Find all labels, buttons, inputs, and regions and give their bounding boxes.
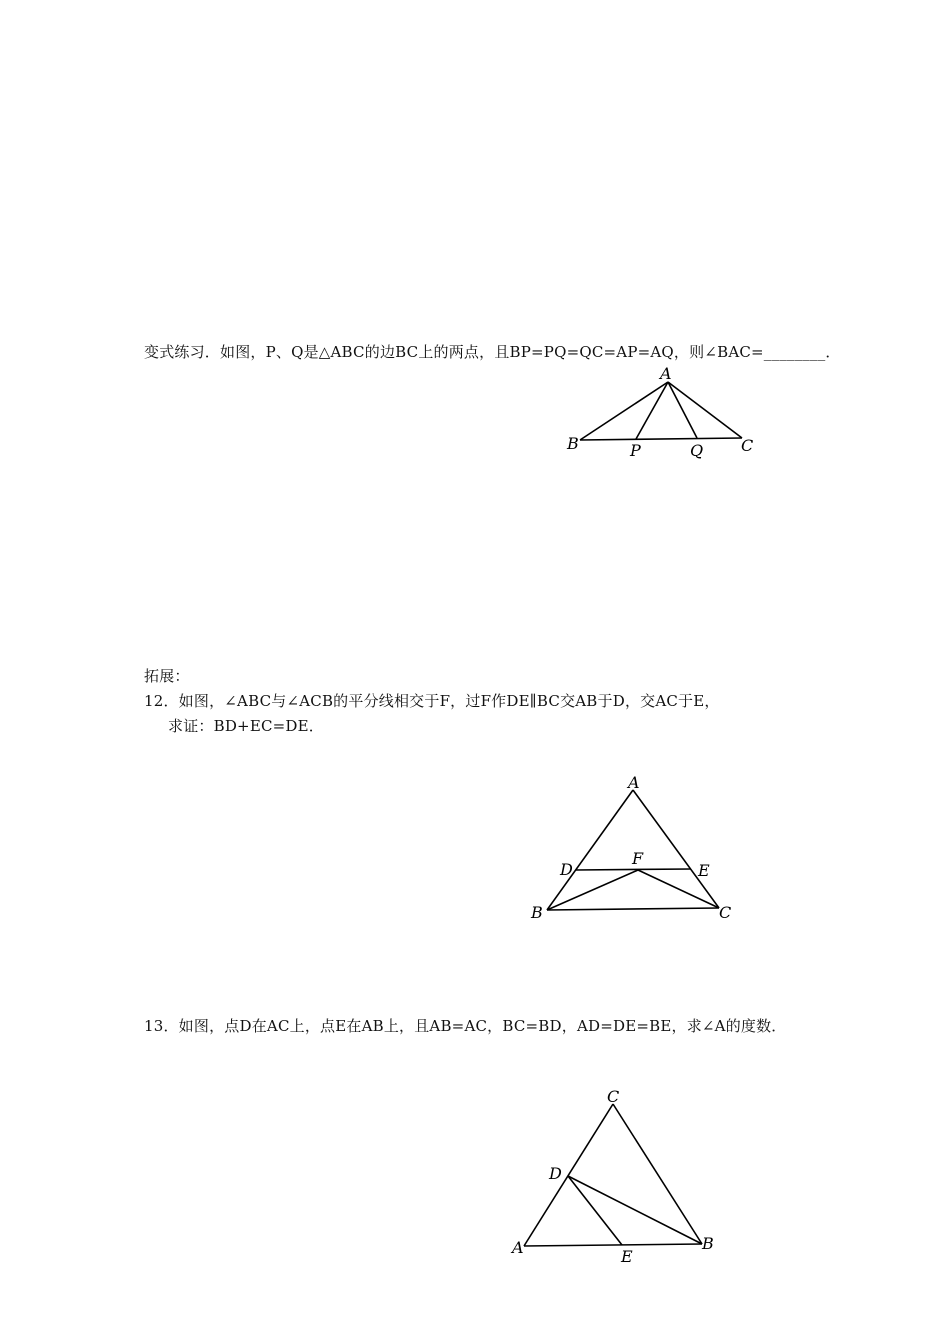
label-b: B: [567, 434, 579, 453]
label-b: B: [702, 1234, 714, 1253]
segment-ab: [580, 382, 668, 440]
segment-ac: [668, 382, 742, 438]
variant-exercise-text: 变式练习．如图，P、Q是△ABC的边BC上的两点，且BP=PQ=QC=AP=AQ，则∠BAC=________．: [144, 343, 841, 361]
label-q: Q: [690, 441, 704, 460]
extension-heading: 拓展：: [144, 667, 190, 685]
label-p: P: [630, 441, 641, 460]
label-d: D: [560, 860, 573, 879]
label-b: B: [531, 903, 543, 922]
segment-aq: [668, 382, 697, 438]
segment-ac: [524, 1104, 613, 1246]
label-c: C: [741, 436, 754, 455]
label-e: E: [698, 861, 710, 880]
problem-12-prove: 求证：BD+EC=DE．: [168, 717, 324, 735]
segment-ab: [524, 1244, 702, 1246]
segment-ac: [633, 790, 719, 908]
segment-bc: [613, 1104, 702, 1244]
label-d: D: [549, 1164, 562, 1183]
segment-ab: [547, 790, 633, 910]
problem-12-text: 12．如图，∠ABC与∠ACB的平分线相交于F，过F作DE∥BC交AB于D，交AC于E，: [144, 692, 720, 710]
label-c: C: [719, 903, 732, 922]
segment-bc: [547, 908, 719, 910]
segment-ap: [636, 382, 668, 439]
triangle-abc-de-figure: [500, 1080, 730, 1270]
segment-bc: [580, 438, 742, 440]
label-a: A: [660, 364, 672, 383]
label-f: F: [632, 849, 644, 868]
segment-de: [576, 869, 691, 870]
label-c: C: [607, 1087, 620, 1106]
label-e: E: [621, 1247, 633, 1266]
problem-13-text: 13．如图，点D在AC上，点E在AB上，且AB=AC，BC=BD，AD=DE=BE，求∠A的度数．: [144, 1017, 787, 1035]
label-a: A: [512, 1238, 524, 1257]
label-a: A: [628, 773, 640, 792]
triangle-def-figure: [520, 770, 750, 930]
triangle-abc-pq-figure: [560, 360, 760, 460]
segment-bd: [568, 1176, 702, 1244]
segment-de: [568, 1176, 622, 1245]
